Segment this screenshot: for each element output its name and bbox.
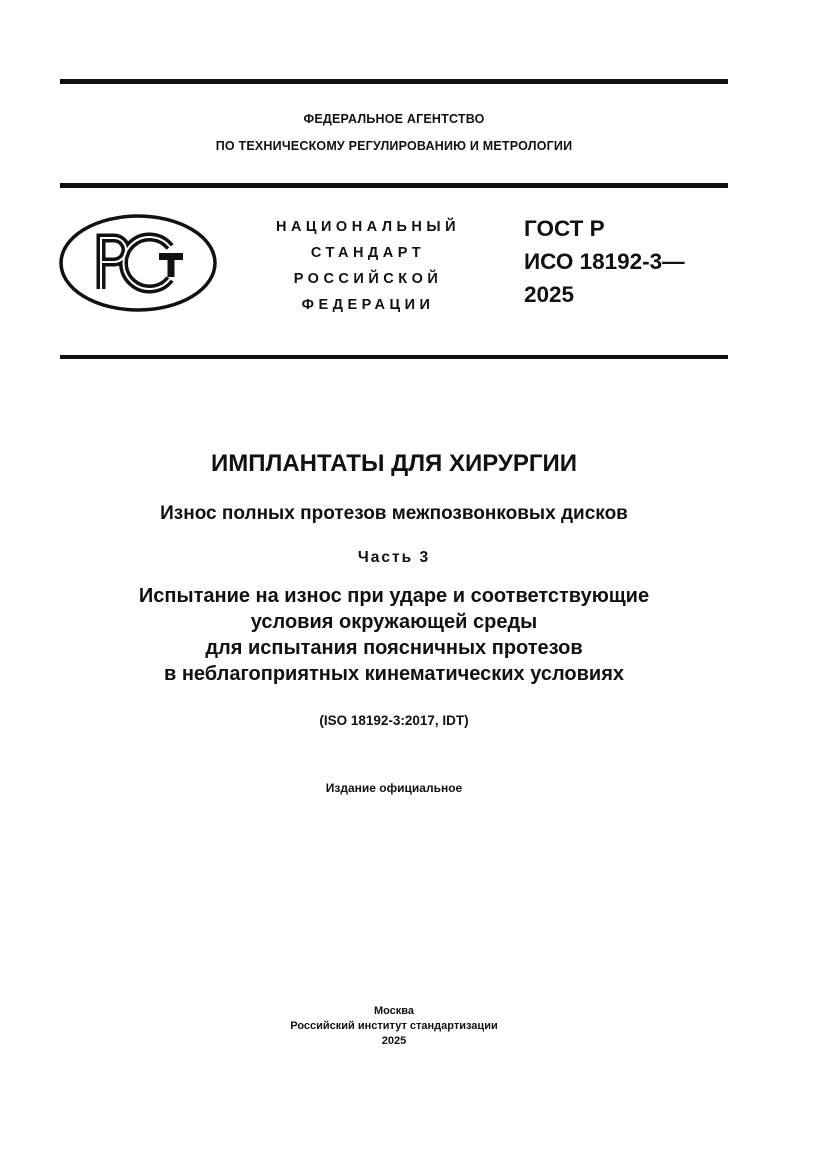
imprint-city: Москва [373, 1005, 415, 1017]
imprint-publisher: Российский институт стандартизации [290, 1020, 498, 1032]
document-title: ИМПЛАНТАТЫ ДЛЯ ХИРУРГИИ [211, 450, 577, 477]
agency-line-2: ПО ТЕХНИЧЕСКОМУ РЕГУЛИРОВАНИЮ И МЕТРОЛОГИИ [215, 139, 573, 153]
national-standard-line-2: СТАНДАРТ [310, 245, 426, 261]
description-line-3: для испытания поясничных протезов [205, 637, 583, 659]
national-standard-block [258, 214, 478, 318]
edition-note: Издание официальное [325, 781, 463, 795]
designation-line-3: 2025 [524, 282, 575, 307]
description-line-2: условия окружающей среды [250, 611, 538, 633]
imprint-year: 2025 [381, 1035, 407, 1047]
divider-rule [60, 355, 728, 359]
rst-logo-icon [58, 213, 218, 313]
standard-designation [524, 212, 728, 311]
designation-line-2: ИСО 18192-3— [524, 249, 685, 274]
national-standard-line-1: НАЦИОНАЛЬНЫЙ [275, 219, 461, 235]
iso-reference: (ISO 18192-3:2017, IDT) [319, 713, 469, 728]
designation-line-1: ГОСТ Р [524, 216, 605, 241]
agency-line-1: ФЕДЕРАЛЬНОЕ АГЕНТСТВО [303, 112, 485, 126]
national-standard-line-4: ФЕДЕРАЦИИ [301, 297, 435, 313]
national-standard-line-3: РОССИЙСКОЙ [293, 271, 443, 287]
document-description [60, 583, 728, 687]
document-subtitle: Износ полных протезов межпозвонковых дисков [160, 503, 628, 524]
description-line-4: в неблагоприятных кинематических условиях [163, 663, 624, 685]
rst-logo [58, 213, 218, 313]
imprint-block [60, 1004, 728, 1049]
header-rule [60, 183, 728, 188]
document-part: Часть 3 [357, 549, 431, 566]
top-rule [60, 79, 728, 84]
description-line-1: Испытание на износ при ударе и соответствующие [138, 585, 650, 607]
